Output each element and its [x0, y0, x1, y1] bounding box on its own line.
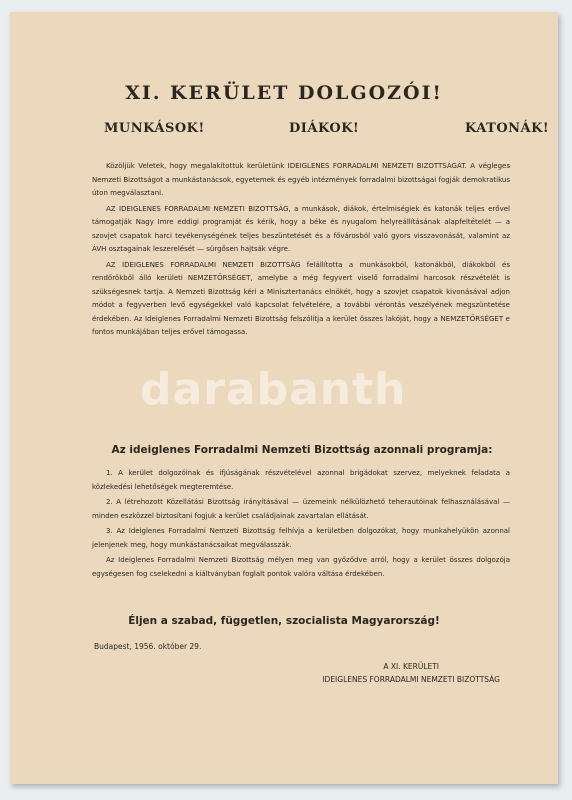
program-item: 3. Az Ideiglenes Forradalmi Nemzeti Bizottság felhívja a kerületben dolgozókat, hogy munkahelyükön azonnal jelenjenek meg, hogy munkástanácsaikat megválasszák.: [92, 527, 510, 549]
slogan-workers: MUNKÁSOK!: [104, 121, 205, 136]
slogan-soldiers: KATONÁK!: [465, 121, 550, 136]
program-item: 1. A kerület dolgozóinak és ifjúságának részvételével azonnal brigádokat szervez, melyeknek feladata a közlekedési lehetőségek megteremtése.: [92, 469, 510, 491]
program-item: Az Ideiglenes Forradalmi Nemzeti Bizottság mélyen meg van győződve arról, hogy a kerület összes dolgozója egységesen fog cselekedni a kiáltványban foglalt pontok valóra váltása érdekében.: [92, 556, 510, 578]
signature-block: [322, 660, 500, 686]
paragraph: Közöljük Veletek, hogy megalakítottuk kerületünk IDEIGLENES FORRADALMI NEMZETI BIZOTTSÁGÁT. A végleges Nemzeti Bizottságot a munkástanácsok, egyetemek és egyéb intézmények forradalmi bizottságai fogják demokratikus úton megválasztani.: [92, 162, 510, 197]
document-sheet: [10, 12, 558, 784]
program-heading: Az ideiglenes Forradalmi Nemzeti Bizottság azonnali programja:: [111, 444, 493, 456]
closing-slogan: Éljen a szabad, független, szocialista Magyarország!: [128, 615, 440, 627]
date-line: Budapest, 1956. október 29.: [94, 642, 202, 651]
intro-text: [92, 160, 510, 342]
watermark: darabanth: [140, 364, 407, 415]
signature-line: A XI. KERÜLETI: [383, 662, 440, 671]
program-list: [92, 467, 510, 583]
page-title: XI. KERÜLET DOLGOZÓI!: [125, 82, 443, 104]
paragraph: AZ IDEIGLENES FORRADALMI NEMZETI BIZOTTSÁG felállította a munkásokból, katonákból, diákokból és rendőrökből álló kerületi NEMZETŐRSÉGET, amelybe a még fegyvert viselő forradalmi harcosok részvételét is szükségesnek tartja. A Nemzeti Bizottság kéri a Minisztertanács elnökét, hogy a szovjet csapatok kivonásával adjon módot a fegyverben levő egységekkel való kapcsolat felvételére, a további vérontás veszélyének megszüntetése érdekében. Az Ideiglenes Forradalmi Nemzeti Bizottság felszólítja a kerület összes lakóját, hogy a NEMZETŐRSÉGET e fontos munkájában teljes erővel támogassa.: [92, 260, 510, 336]
signature-line: IDEIGLENES FORRADALMI NEMZETI BIZOTTSÁG: [322, 675, 500, 684]
program-item: 2. A létrehozott Közellátási Bizottság irányításával — üzemeink nélkülözhető teherautóinak felhasználásával — minden eszközzel biztosítani fogjuk a kerület családjainak zavartalan ellátását.: [92, 498, 510, 520]
slogan-students: DIÁKOK!: [289, 121, 360, 136]
paragraph: AZ IDEIGLENES FORRADALMI NEMZETI BIZOTTSÁG, a munkások, diákok, értelmiségiek és katonák teljes erővel támogatják Nagy Imre eddigi programját és kérik, hogy a béke és nyugalom helyreállításának alapfeltételét — a szovjet csapatok harci tevékenységének teljes beszüntetését és a fővárosból való gyors visszavonását, valamint az ÁVH osztagainak leszerelését — sürgősen hajtsák végre.: [92, 204, 510, 253]
